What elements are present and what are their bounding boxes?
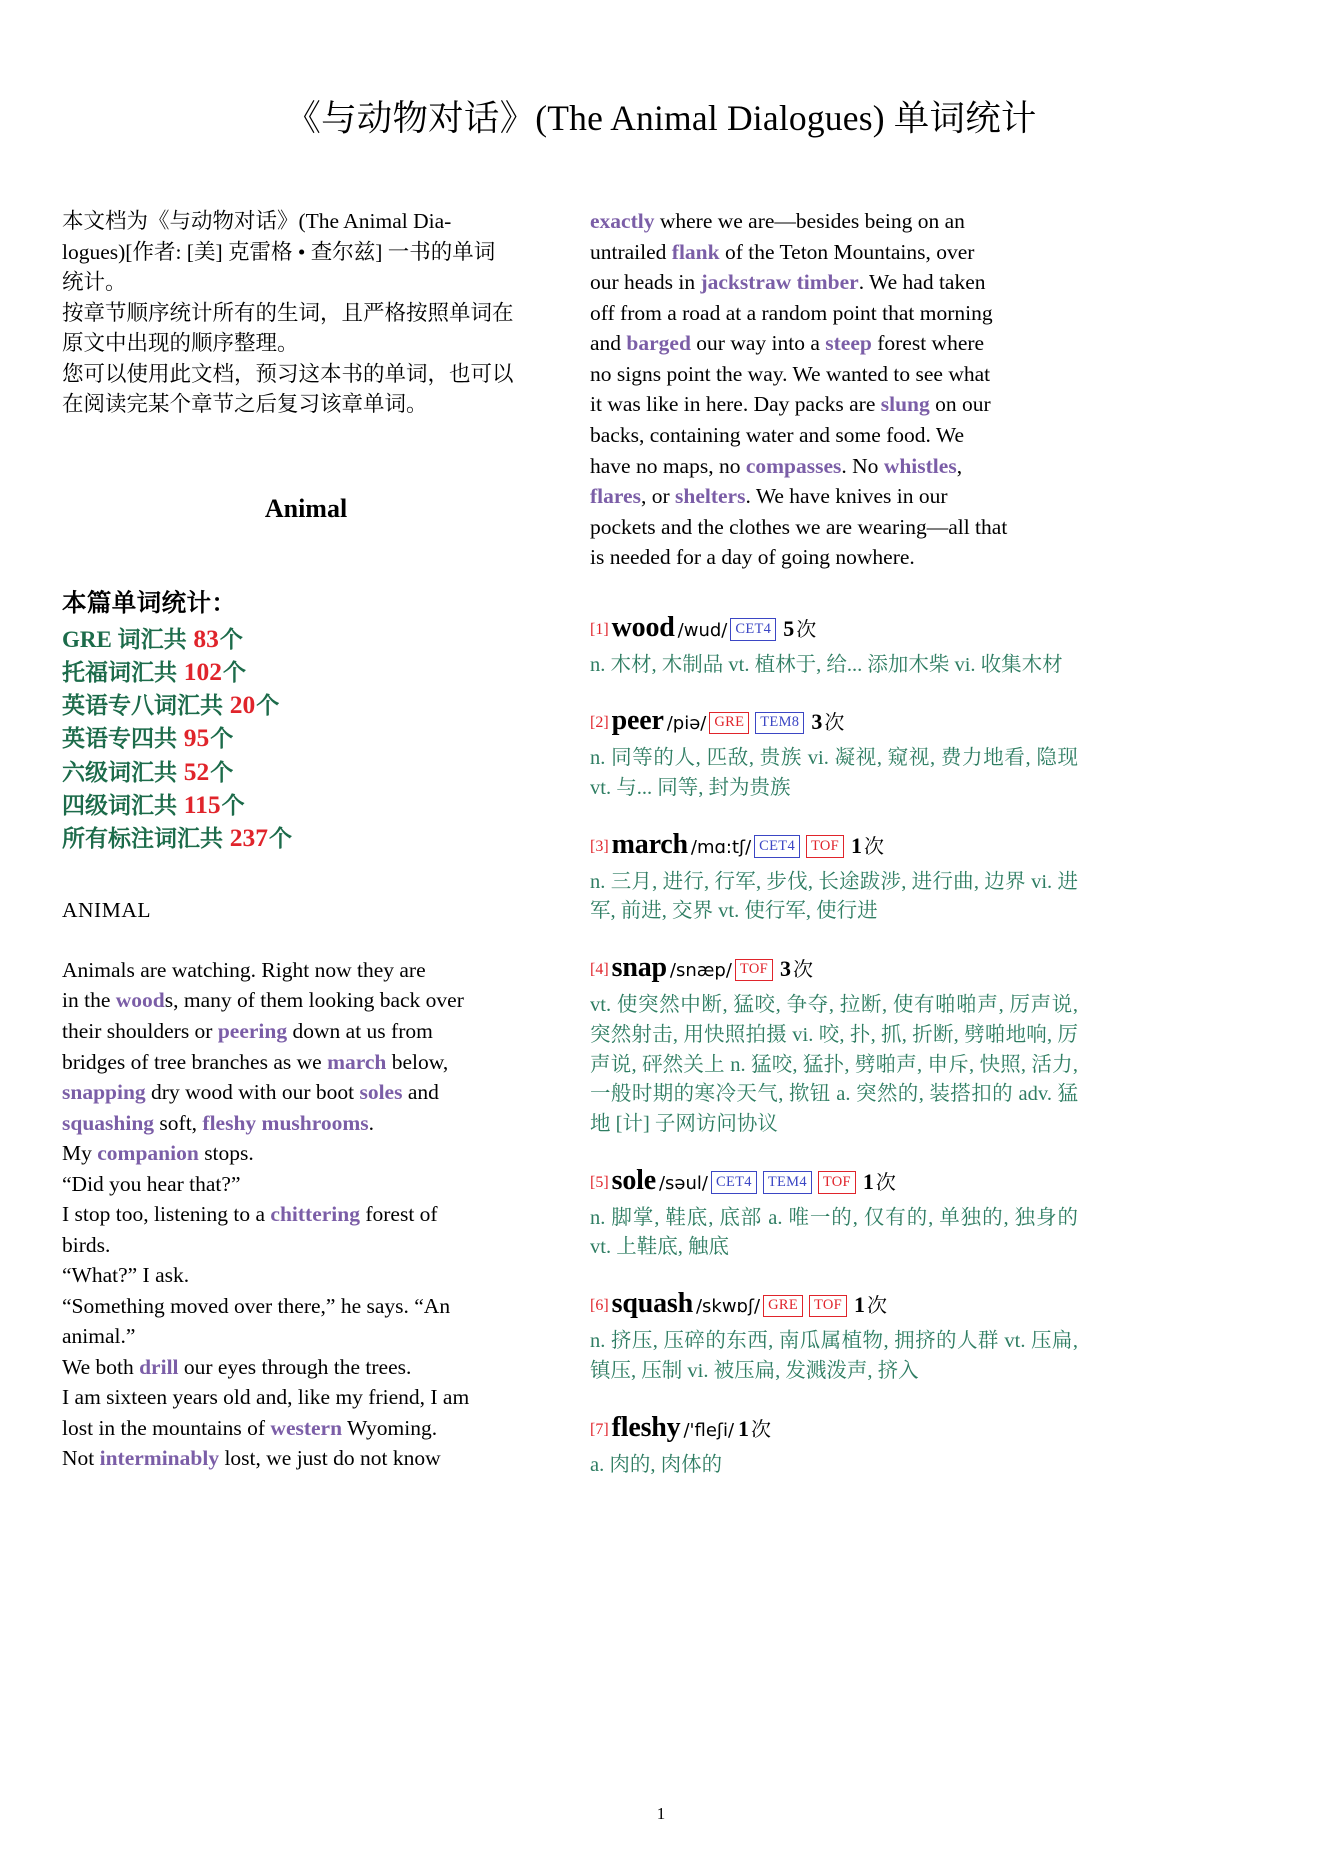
passage-text: forest where [871, 331, 985, 356]
highlighted-word: march [327, 1049, 387, 1074]
entry-occurrence-count: 1 [851, 832, 863, 858]
intro-line-7: 在阅读完某个章节之后复习该章单词。 [62, 392, 428, 417]
right-column [590, 206, 1078, 1500]
entry-occurrence-count: 1 [738, 1415, 750, 1441]
passage-text: “What?” I ask. [62, 1263, 190, 1288]
passage-text: pockets and the clothes we are wearing—all that [590, 514, 1008, 539]
entry-count-unit: 次 [867, 1295, 888, 1318]
passage-line [590, 481, 1078, 512]
entry-phonetic: /'fleʃi/ [683, 1419, 735, 1441]
entry-word: fleshy [611, 1411, 681, 1443]
statistic-row [62, 821, 550, 854]
exam-tag-badge: CET4 [711, 1171, 757, 1194]
statistic-row [62, 788, 550, 821]
entry-phonetic: /səul/ [658, 1172, 708, 1194]
highlighted-word: fleshy mushrooms [202, 1110, 369, 1135]
passage-text: have no maps, no [590, 453, 746, 478]
entry-occurrence-count: 3 [811, 709, 823, 735]
statistic-unit: 个 [256, 693, 280, 719]
passage-text: I am sixteen years old and, like my friend, I am [62, 1385, 470, 1410]
passage-line [62, 1260, 550, 1291]
entry-word: sole [611, 1164, 656, 1196]
passage-text: Animals are watching. Right now they are [62, 957, 426, 982]
passage-line [590, 512, 1078, 543]
entry-count-unit: 次 [792, 959, 813, 982]
passage-text: , [956, 453, 963, 478]
passage-text: in the [62, 988, 116, 1013]
chapter-label: ANIMAL [62, 897, 151, 922]
passage-line [62, 1016, 550, 1047]
passage-text: birds. [62, 1232, 111, 1257]
passage-line [62, 1443, 550, 1474]
passage-text: our way into a [690, 331, 826, 356]
word-entry-header [590, 700, 1078, 742]
word-entry-list [590, 607, 1078, 1481]
passage-text: , or [640, 484, 675, 509]
passage-right [590, 206, 1078, 572]
passage-text: stops. [198, 1141, 254, 1166]
word-entry-header [590, 824, 1078, 866]
highlighted-word: flares [590, 484, 641, 509]
exam-tag-badge: GRE [709, 712, 749, 735]
statistic-unit: 个 [210, 726, 234, 752]
statistic-row [62, 688, 550, 721]
statistic-row [62, 755, 550, 788]
highlighted-word: chittering [270, 1202, 360, 1227]
statistic-unit: 个 [210, 759, 234, 785]
passage-line [590, 298, 1078, 329]
highlighted-word: slung [880, 392, 930, 417]
highlighted-word: shelters [675, 484, 746, 509]
entry-count-unit: 次 [875, 1171, 896, 1194]
statistic-value: 52 [183, 756, 210, 786]
statistic-label: 四级词汇共 [62, 792, 183, 818]
word-entry [590, 824, 1078, 927]
passage-line [62, 1230, 550, 1261]
passage-line [62, 1352, 550, 1383]
highlighted-word: companion [97, 1141, 199, 1166]
passage-line [62, 1169, 550, 1200]
statistic-value: 95 [183, 723, 210, 753]
statistic-label: GRE 词汇共 [62, 626, 193, 652]
entry-word: march [611, 828, 688, 860]
exam-tag-badge: TOF [735, 959, 773, 982]
passage-line [590, 206, 1078, 237]
word-entry [590, 1407, 1078, 1481]
entry-word: squash [611, 1288, 693, 1320]
passage-line [590, 237, 1078, 268]
entry-index: [7] [590, 1420, 609, 1438]
intro-line-6: 您可以使用此文档，预习这本书的单词，也可以 [62, 361, 514, 386]
entry-definition: n. 木材, 木制品 vt. 植林于, 给... 添加木柴 vi. 收集木材 [590, 653, 1063, 676]
statistics-title: 本篇单词统计： [62, 589, 237, 617]
passage-text: . We had taken [858, 270, 986, 295]
passage-text: our heads in [590, 270, 701, 295]
passage-text: I stop too, listening to a [62, 1202, 271, 1227]
passage-text: . [368, 1110, 375, 1135]
passage-text: animal.” [62, 1324, 136, 1349]
highlighted-word: flank [671, 239, 720, 264]
intro-block [62, 206, 550, 420]
entry-phonetic: /piə/ [666, 713, 707, 735]
entry-phonetic: /mɑ:tʃ/ [690, 836, 752, 858]
statistic-row [62, 721, 550, 754]
statistic-unit: 个 [223, 660, 246, 686]
highlighted-word: snapping [62, 1080, 146, 1105]
statistic-value: 83 [193, 623, 219, 653]
word-entry-header [590, 947, 1078, 989]
passage-text: below, [386, 1049, 449, 1074]
highlighted-word: squashing [62, 1110, 155, 1135]
entry-occurrence-count: 5 [783, 615, 795, 641]
entry-word: peer [611, 705, 664, 737]
passage-text: their shoulders or [62, 1019, 218, 1043]
word-entry-header [590, 1160, 1078, 1202]
passage-text: s, many of them looking back over [164, 988, 464, 1013]
entry-index: [4] [590, 961, 609, 979]
exam-tag-badge: TOF [806, 835, 844, 858]
word-entry [590, 700, 1078, 803]
passage-line [590, 389, 1078, 420]
highlighted-word: wood [115, 988, 165, 1013]
passage-text: off from a road at a random point that morning [590, 300, 993, 325]
highlighted-word: whistles [883, 453, 957, 478]
entry-word: snap [611, 952, 667, 984]
passage-line [62, 985, 550, 1016]
passage-text: My [62, 1141, 98, 1166]
highlighted-word: peering [217, 1019, 288, 1043]
passage-line [62, 1382, 550, 1413]
passage-text: on our [929, 392, 991, 417]
entry-definition: a. 肉的, 肉体的 [590, 1453, 723, 1476]
word-entry-header [590, 1283, 1078, 1325]
entry-occurrence-count: 3 [779, 956, 791, 982]
exam-tag-badge: TEM8 [755, 712, 804, 735]
passage-text: and [590, 331, 627, 356]
passage-text: where we are—besides being on an [654, 209, 965, 234]
passage-text: dry wood with our boot [145, 1080, 360, 1105]
passage-text: no signs point the way. We wanted to see what [590, 361, 991, 386]
exam-tag-badge: TOF [809, 1295, 847, 1318]
statistics-list [62, 622, 550, 854]
passage-line [62, 1413, 550, 1444]
passage-line [62, 1077, 550, 1108]
passage-text: and [402, 1080, 439, 1105]
exam-tag-badge: CET4 [754, 835, 800, 858]
passage-line [62, 955, 550, 986]
entry-phonetic: /snæp/ [669, 960, 732, 982]
intro-line-1: 本文档为《与动物对话》(The Animal Dia- [62, 209, 452, 234]
passage-line [62, 1321, 550, 1352]
statistic-unit: 个 [269, 825, 292, 851]
section-heading: Animal [264, 493, 348, 523]
statistic-row [62, 655, 550, 688]
entry-definition: n. 挤压, 压碎的东西, 南瓜属植物, 拥挤的人群 vt. 压扁, 镇压, 压制 vi. 被压扁, 发溅泼声, 挤入 [590, 1330, 1078, 1382]
statistic-value: 20 [229, 690, 256, 720]
passage-text: . No [841, 453, 884, 478]
word-entry [590, 1160, 1078, 1263]
passage-text: bridges of tree branches as we [62, 1049, 328, 1074]
exam-tag-badge: TEM4 [763, 1171, 812, 1194]
passage-text: is needed for a day of going nowhere. [590, 545, 915, 570]
entry-definition: n. 三月, 进行, 行军, 步伐, 长途跋涉, 进行曲, 边界 vi. 进军, 前进, 交界 vt. 使行军, 使行进 [590, 870, 1078, 923]
entry-definition: n. 脚掌, 鞋底, 底部 a. 唯一的, 仅有的, 单独的, 独身的 vt. 上鞋底, 触底 [590, 1206, 1078, 1259]
entry-index: [3] [590, 837, 609, 855]
two-column-layout [62, 206, 1260, 1500]
entry-occurrence-count: 1 [862, 1168, 874, 1194]
highlighted-word: jackstraw timber [700, 270, 859, 295]
word-entry-header [590, 1407, 1078, 1449]
passage-text: of the Teton Mountains, over [719, 239, 975, 264]
word-entry [590, 947, 1078, 1140]
entry-count-unit: 次 [824, 712, 845, 735]
highlighted-word: exactly [590, 209, 655, 234]
highlighted-word: drill [139, 1354, 179, 1379]
passage-text: “Something moved over there,” he says. “An [62, 1293, 451, 1318]
highlighted-word: interminably [99, 1446, 220, 1471]
statistic-value: 115 [183, 789, 221, 819]
entry-count-unit: 次 [864, 835, 885, 858]
passage-line [590, 542, 1078, 573]
intro-line-4: 按章节顺序统计所有的生词，且严格按照单词在 [62, 300, 514, 325]
statistic-label: 六级词汇共 [62, 759, 183, 785]
passage-line [62, 1291, 550, 1322]
passage-line [62, 1199, 550, 1230]
statistic-value: 237 [229, 822, 268, 852]
passage-text: our eyes through the trees. [178, 1354, 412, 1379]
passage-text: lost, we just do not know [219, 1446, 441, 1471]
passage-line [590, 328, 1078, 359]
page-number: 1 [656, 1804, 666, 1823]
intro-line-3: 统计。 [62, 270, 127, 295]
entry-index: [1] [590, 620, 609, 638]
passage-text: forest of [359, 1202, 438, 1227]
intro-line-2: logues)[作者: [美] 克雷格 • 查尔兹] 一书的单词 [62, 239, 496, 264]
exam-tag-badge: TOF [818, 1171, 856, 1194]
entry-definition: vt. 使突然中断, 猛咬, 争夺, 拉断, 使有啪啪声, 厉声说, 突然射击, 用快照拍摄 vi. 咬, 扑, 抓, 折断, 劈啪地响, 厉声说, 砰然关上 n. 猛咬, 猛扑, 劈啪声, 申斥, 快照, 活力, 一般时期的寒冷天气, 揿钮 a. 突然的, 装搭扣的 adv. 猛地 [计] 子网访问协议 [590, 994, 1078, 1136]
entry-index: [5] [590, 1173, 609, 1191]
passage-line [62, 1138, 550, 1169]
entry-count-unit: 次 [796, 618, 817, 641]
entry-phonetic: /skwɒʃ/ [695, 1296, 761, 1318]
passage-line [590, 267, 1078, 298]
passage-text: “Did you hear that?” [62, 1171, 241, 1196]
entry-index: [2] [590, 714, 609, 732]
statistic-unit: 个 [221, 792, 245, 818]
entry-count-unit: 次 [751, 1418, 772, 1441]
passage-line [590, 420, 1078, 451]
highlighted-word: compasses [745, 453, 842, 478]
entry-phonetic: /wud/ [677, 619, 728, 641]
passage-line [590, 451, 1078, 482]
statistic-label: 所有标注词汇共 [62, 825, 229, 851]
exam-tag-badge: CET4 [730, 618, 776, 641]
entry-definition: n. 同等的人, 匹敌, 贵族 vi. 凝视, 窥视, 费力地看, 隐现 vt. 与... 同等, 封为贵族 [590, 747, 1078, 799]
word-statistics-block [62, 584, 550, 854]
exam-tag-badge: GRE [763, 1295, 803, 1318]
passage-left [62, 955, 550, 1474]
statistic-label: 英语专四共 [62, 726, 183, 752]
word-entry-header [590, 607, 1078, 649]
passage-text: down at us from [287, 1019, 433, 1043]
passage-text: . We have knives in our [745, 484, 948, 509]
highlighted-word: western [270, 1415, 343, 1440]
statistic-label: 托福词汇共 [62, 660, 183, 686]
highlighted-word: steep [825, 331, 872, 356]
word-entry [590, 607, 1078, 681]
word-entry [590, 1283, 1078, 1386]
passage-text: soft, [154, 1110, 203, 1135]
passage-line [62, 1108, 550, 1139]
left-column [62, 206, 550, 1473]
passage-text: We both [62, 1354, 140, 1379]
passage-text: Not [62, 1446, 100, 1471]
passage-line [62, 1047, 550, 1078]
passage-text: lost in the mountains of [62, 1415, 271, 1440]
page-title: 《与动物对话》(The Animal Dialogues) 单词统计 [285, 98, 1037, 138]
intro-line-5: 原文中出现的顺序整理。 [62, 331, 299, 356]
entry-index: [6] [590, 1297, 609, 1315]
highlighted-word: barged [626, 331, 691, 356]
passage-text: untrailed [590, 239, 672, 264]
statistic-label: 英语专八词汇共 [62, 693, 229, 719]
entry-occurrence-count: 1 [854, 1292, 866, 1318]
passage-text: Wyoming. [342, 1415, 438, 1440]
statistic-row [62, 622, 550, 655]
highlighted-word: soles [359, 1080, 403, 1105]
statistic-unit: 个 [219, 626, 243, 652]
entry-word: wood [611, 611, 675, 643]
passage-line [590, 359, 1078, 390]
statistic-value: 102 [183, 657, 222, 687]
passage-text: it was like in here. Day packs are [590, 392, 881, 417]
passage-text: backs, containing water and some food. We [590, 422, 965, 447]
